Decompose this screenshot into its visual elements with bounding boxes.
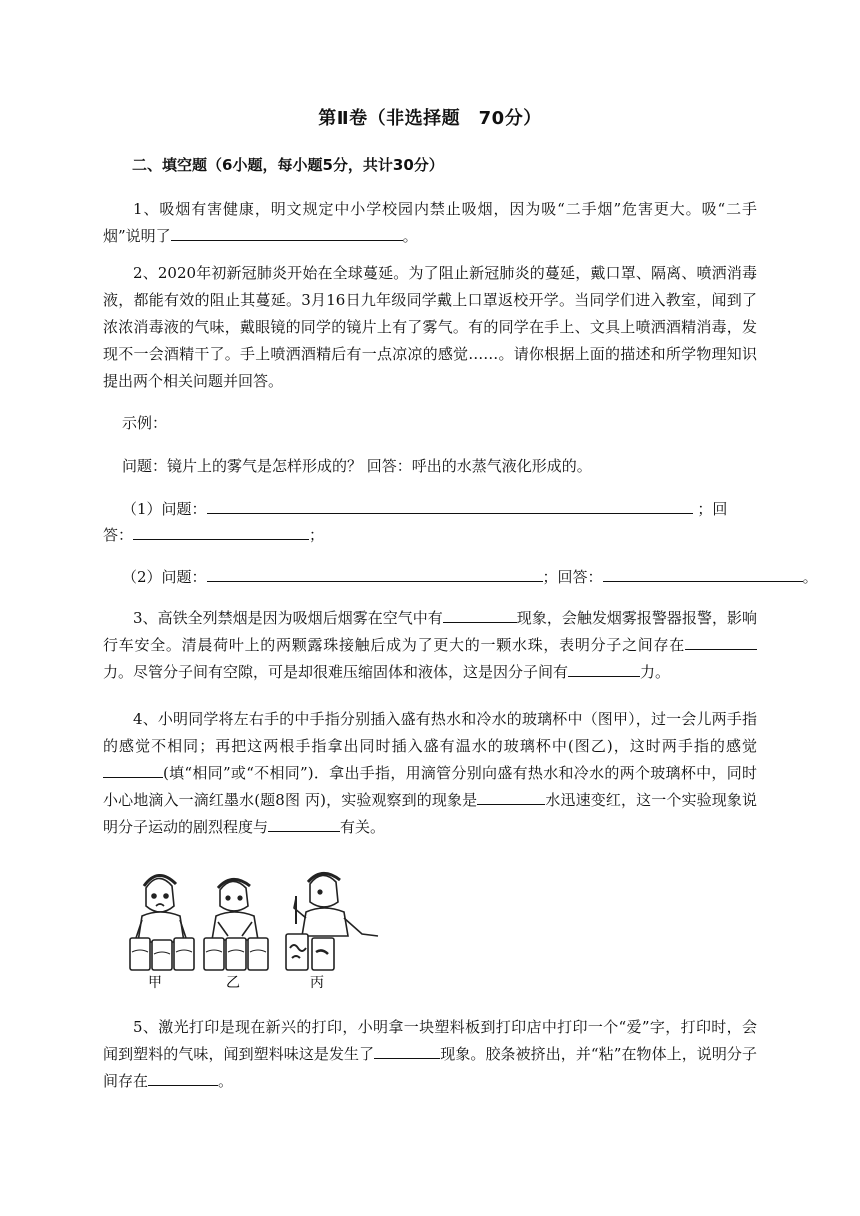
answer-blank[interactable]	[374, 1041, 440, 1059]
figure-label-jia: 甲	[148, 975, 162, 990]
question-5-part-a: 5、激光打印是现在新兴的打印，小明拿一块塑料板到打印店中打印一个“爱”字，打印时，会闻到塑料的气味，闻到塑料味这是发生了	[103, 1018, 757, 1063]
subquestion-1-answer	[103, 522, 803, 549]
question-4-part-c: 水迅速变红，这一个实验现象说明分子运动的剧烈程度与	[103, 791, 757, 836]
question-5-part-b: 现象。胶条被挤出，并“粘”在物体上，说明分子间存在	[103, 1045, 757, 1090]
answer-blank[interactable]	[207, 496, 693, 514]
question-5-end: 。	[218, 1072, 234, 1090]
answer-blank[interactable]	[133, 522, 309, 540]
question-3-part-a: 3、高铁全列禁烟是因为吸烟后烟雾在空气中有	[133, 609, 443, 627]
answer-blank[interactable]	[685, 632, 757, 650]
figure-label-yi: 乙	[226, 975, 240, 990]
question-3-part-d: 力。	[640, 663, 671, 681]
question-3-part-b: 现象，会触发烟雾报警器报警，影响行车安全。清晨荷叶上的两颗露珠接触后成为了更大的一颗水珠，表明分子之间存在	[103, 609, 757, 654]
section-heading: 二、填空题（6小题，每小题5分，共计30分）	[132, 156, 444, 174]
question-5	[103, 1014, 757, 1095]
question-2-text: 2、2020年初新冠肺炎开始在全球蔓延。为了阻止新冠肺炎的蔓延，戴口罩、隔离、喷洒消毒液，都能有效的阻止其蔓延。3月16日九年级同学戴上口罩返校开学。当同学们进入教室，闻到了浓浓消毒液的气味，戴眼镜的同学的镜片上有了雾气。有的同学在手上、文具上喷洒酒精消毒，发现不一会酒精干了。手上喷洒酒精后有一点凉凉的感觉……。请你根据上面的描述和所学物理知识提出两个相关问题并回答。	[103, 264, 757, 390]
question-3	[103, 605, 757, 686]
answer-blank[interactable]	[268, 814, 340, 832]
answer-blank[interactable]	[603, 564, 803, 582]
experiment-illustration	[128, 868, 380, 990]
subquestion-1	[122, 496, 822, 523]
subquestion-2-label: （2）问题：	[122, 568, 207, 586]
example-text: 问题：镜片上的雾气是怎样形成的？ 回答：呼出的水蒸气液化形成的。	[122, 457, 592, 475]
subquestion-1-label: （1）问题：	[122, 500, 207, 518]
answer-blank[interactable]	[103, 760, 163, 778]
answer-blank[interactable]	[207, 564, 543, 582]
answer-blank[interactable]	[477, 787, 545, 805]
question-4-part-b: (填“相同”或“不相同”)．拿出手指，用滴管分别向盛有热水和冷水的两个玻璃杯中，同时小心地滴入一滴红墨水(题8图 丙)，实验观察到的现象是	[103, 764, 757, 809]
subquestion-2	[122, 564, 822, 591]
question-4-part-a: 4、小明同学将左右手的中手指分别插入盛有热水和冷水的玻璃杯中（图甲），过一会儿两手指的感觉不相同；再把这两根手指拿出同时插入盛有温水的玻璃杯中(图乙)，这时两手指的感觉	[103, 710, 757, 755]
question-4-part-d: 有关。	[340, 818, 386, 836]
answer-blank[interactable]	[443, 605, 517, 623]
question-2	[103, 260, 757, 395]
figure-label-bing: 丙	[310, 975, 324, 990]
answer-end: ；	[309, 526, 325, 544]
answer-blank[interactable]	[148, 1068, 218, 1086]
question-1-end: 。	[402, 227, 418, 245]
question-3-part-c: 力。尽管分子间有空隙，可是却很难压缩固体和液体，这是因分子间有	[103, 663, 569, 681]
question-1-text: 1、吸烟有害健康，明文规定中小学校园内禁止吸烟，因为吸“二手烟”危害更大。吸“二手烟”说明了	[103, 200, 757, 245]
page-title: 第Ⅱ卷（非选择题 70分）	[318, 108, 542, 129]
question-4	[103, 706, 757, 841]
subquestion-2-end: 。	[802, 568, 818, 586]
question-1	[103, 196, 757, 250]
answer-label: 答：	[103, 526, 134, 544]
experiment-figure	[128, 868, 380, 990]
answer-blank[interactable]	[568, 659, 640, 677]
answer-blank[interactable]	[171, 223, 403, 241]
example-label: 示例：	[122, 414, 168, 432]
subquestion-2-answer-label: ；回答：	[542, 568, 603, 586]
subquestion-1-sep: ；回	[697, 500, 728, 518]
